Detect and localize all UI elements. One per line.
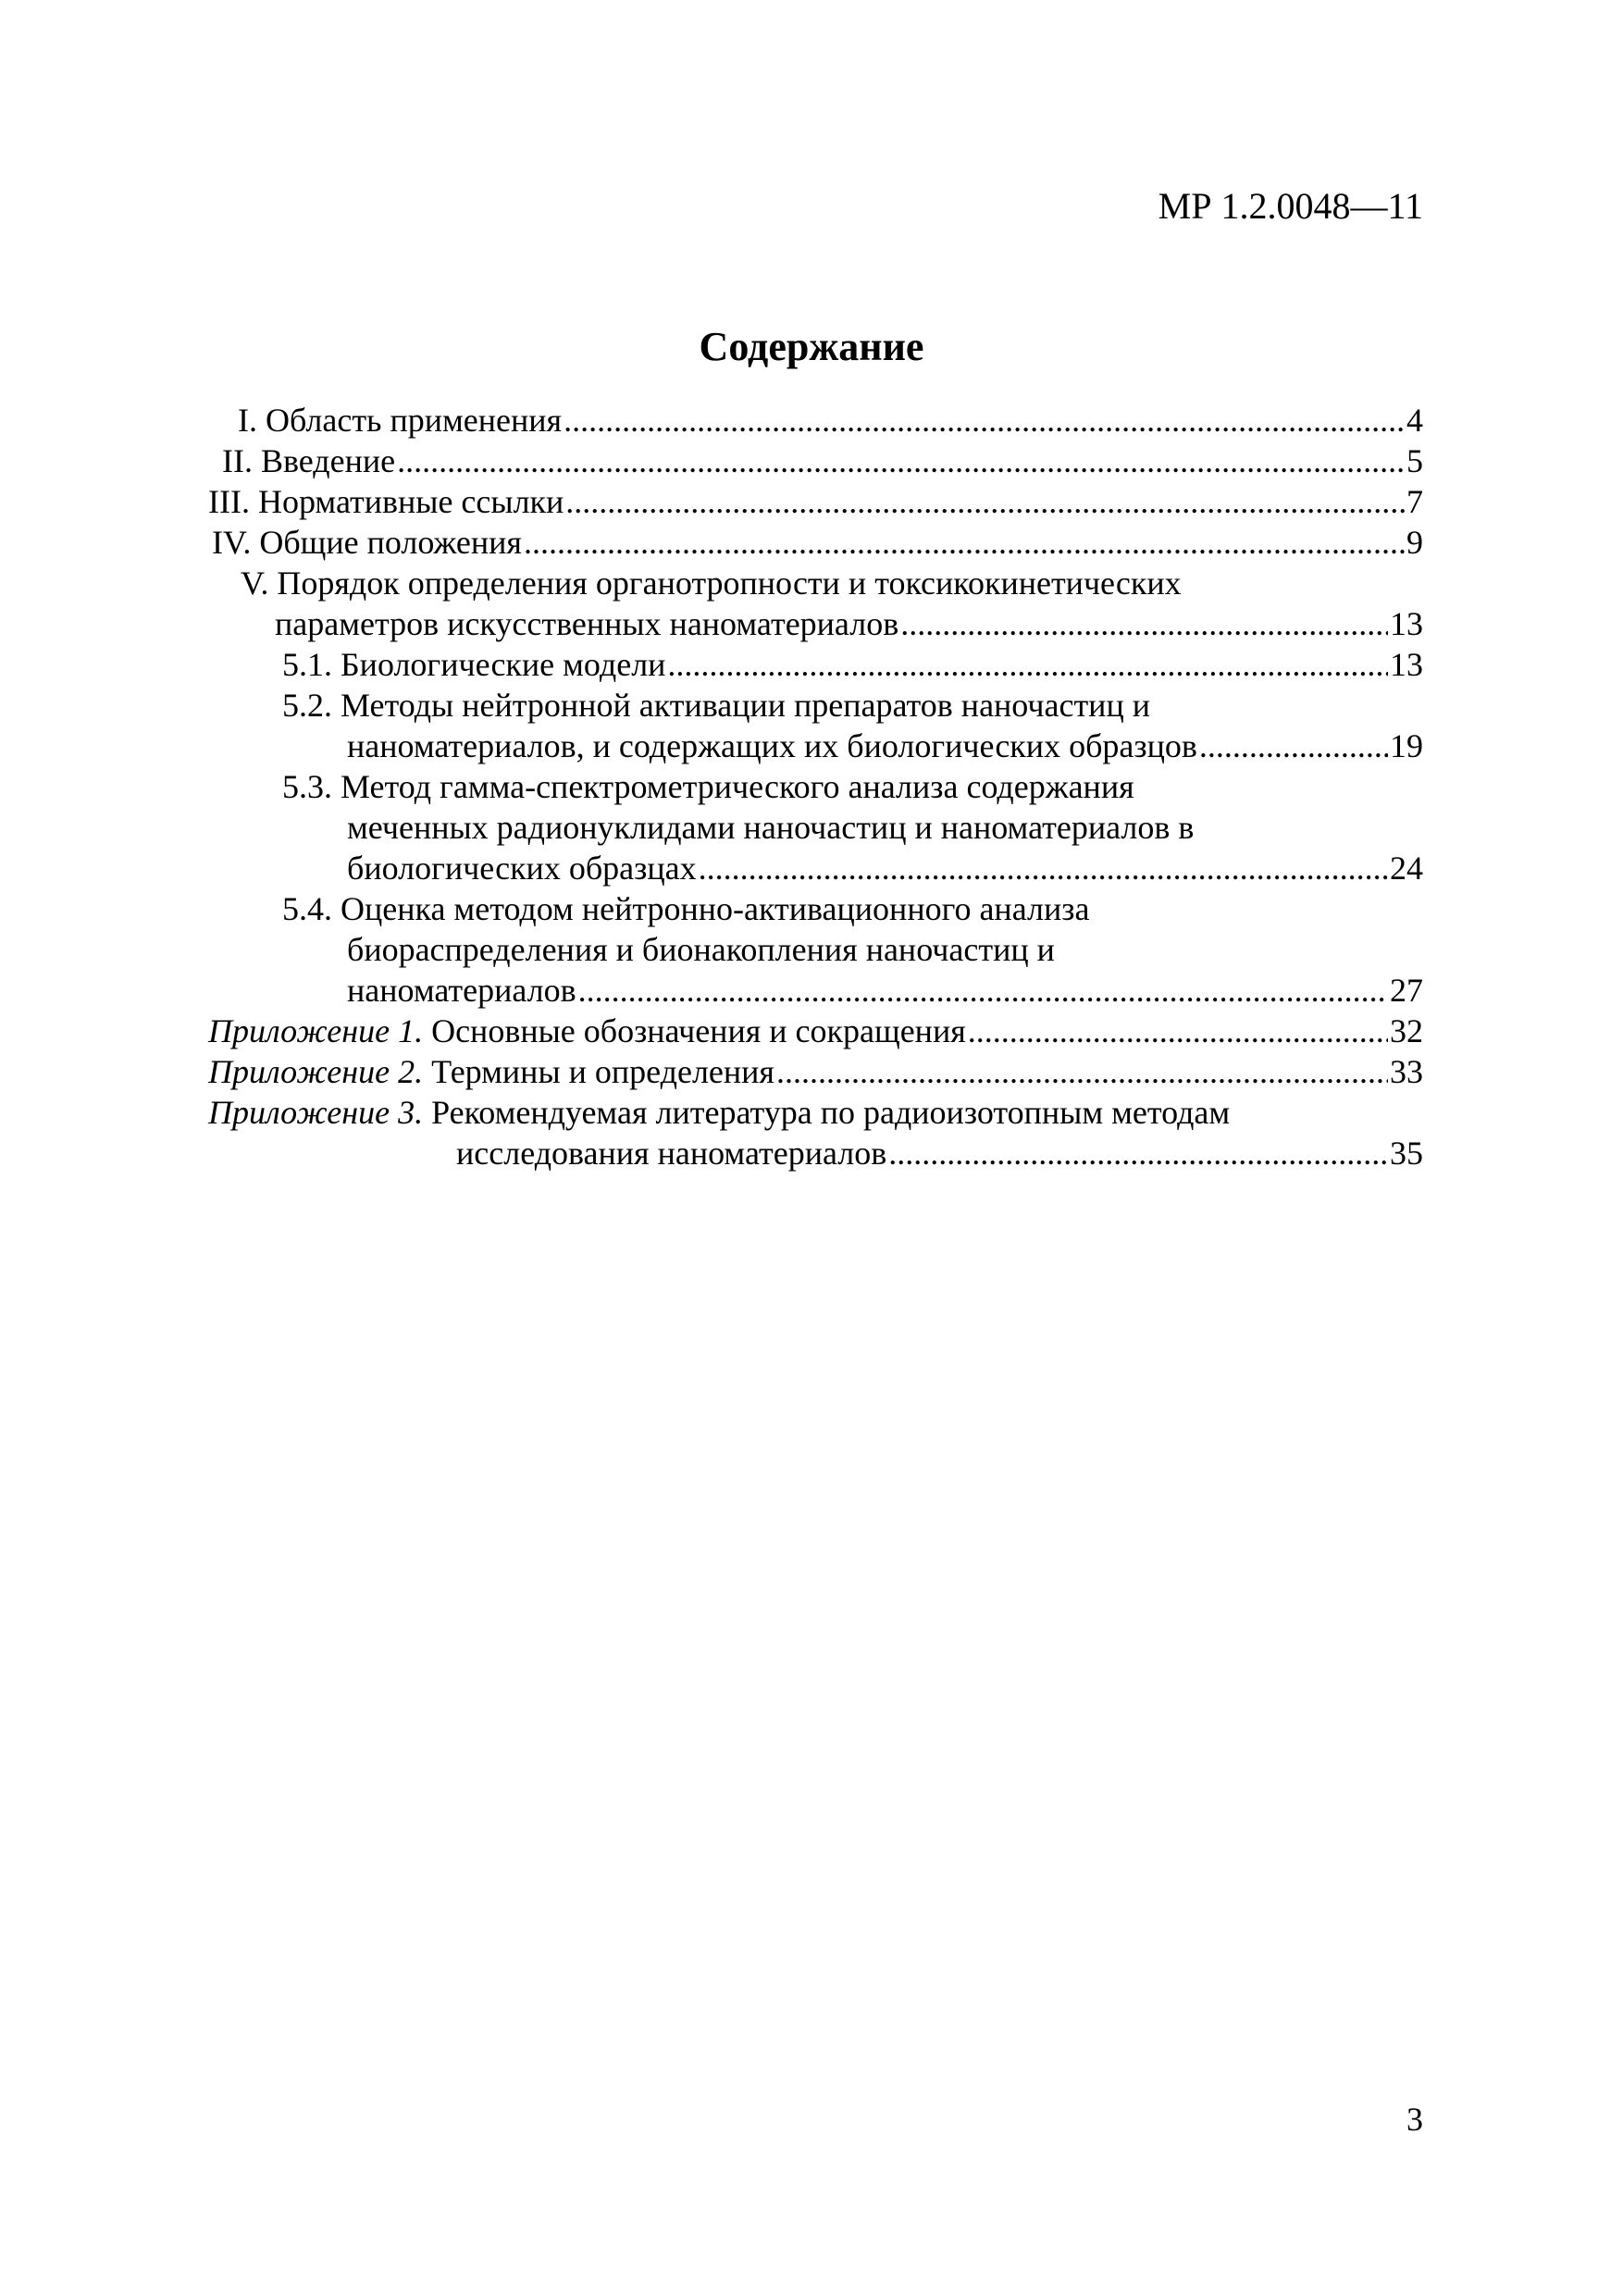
toc-entry-section-3[interactable] [208,481,1423,522]
toc-entry-text: Рекомендуемая литература по радиоизотопным методам [431,1094,1231,1131]
toc-entry-section-5[interactable] [208,563,1423,644]
toc-entry-text: параметров искусственных наноматериалов [275,605,899,642]
toc-entry-text: меченных радионуклидами наночастиц и наноматериалов в [347,809,1195,846]
toc-entry-text: 5.1. Биологические модели [282,646,666,683]
toc-entry-text: 5.4. Оценка методом нейтронно-активационного анализа [282,890,1090,927]
toc-entry-text: 5.3. Метод гамма-спектрометрического анализа содержания [282,768,1134,805]
toc-entry-text: I. Область применения [238,402,563,439]
toc-entry-text: биораспределения и бионакопления наночастиц и [347,931,1055,968]
toc-entry-appendix-3[interactable] [208,1092,1423,1173]
toc-entry-text: II. Введение [222,442,396,479]
toc-appendix-label: Приложение 3. [208,1094,424,1131]
toc-leader-dots [888,1133,1388,1173]
toc-leader-dots [699,848,1388,888]
toc-page-number: 35 [1390,1135,1423,1172]
toc-entry-5-3[interactable] [208,766,1423,888]
toc-page-number: 13 [1390,646,1423,683]
toc-appendix-label: Приложение 2. [208,1053,424,1090]
toc-leader-dots [578,970,1388,1011]
toc-entry-text: наноматериалов [347,972,576,1009]
toc-entry-section-2[interactable] [208,441,1423,481]
toc-page-number: 24 [1390,850,1423,887]
toc-entry-text: наноматериалов, и содержащих их биологических образцов [347,727,1197,764]
toc-leader-dots [776,1051,1388,1092]
toc-entry-text: IV. Общие положения [212,524,522,561]
toc-page-number: 5 [1406,442,1423,479]
toc-entry-appendix-2[interactable] [208,1051,1423,1092]
toc-entry-appendix-1[interactable] [208,1011,1423,1051]
toc-leader-dots [564,400,1405,441]
table-of-contents [208,400,1423,1173]
toc-page-number: 19 [1390,727,1423,764]
toc-page-number: 7 [1406,483,1423,520]
document-code: МР 1.2.0048—11 [1158,185,1423,227]
toc-entry-text: 5.2. Методы нейтронной активации препаратов наночастиц и [282,687,1150,724]
toc-leader-dots [900,603,1388,644]
toc-entry-text: биологических образцах [347,850,697,887]
toc-page-number: 4 [1406,402,1423,439]
toc-leader-dots [968,1011,1388,1051]
toc-page-number: 27 [1390,972,1423,1009]
toc-entry-5-4[interactable] [208,888,1423,1011]
toc-entry-text: Термины и определения [431,1053,774,1090]
toc-page-number: 13 [1390,605,1423,642]
toc-entry-text: исследования наноматериалов [456,1135,887,1172]
toc-entry-text: V. Порядок определения органотропности и токсикокинетических [241,565,1182,602]
toc-page-number: 32 [1390,1012,1423,1049]
toc-entry-5-1[interactable] [208,644,1423,685]
toc-entry-section-1[interactable] [208,400,1423,441]
toc-entry-section-4[interactable] [208,522,1423,563]
toc-page-number: 33 [1390,1053,1423,1090]
toc-leader-dots [667,644,1388,685]
toc-leader-dots [565,481,1405,522]
toc-leader-dots [524,522,1405,563]
toc-entry-text: III. Нормативные ссылки [208,483,564,520]
toc-leader-dots [1199,726,1388,766]
toc-page-number: 9 [1406,524,1423,561]
toc-entry-text: Основные обозначения и сокращения [431,1012,966,1049]
toc-appendix-label: Приложение 1. [208,1012,424,1049]
toc-leader-dots [397,441,1405,481]
page-number: 3 [1406,2101,1423,2138]
toc-entry-5-2[interactable] [208,685,1423,766]
toc-title: Содержание [699,324,924,369]
